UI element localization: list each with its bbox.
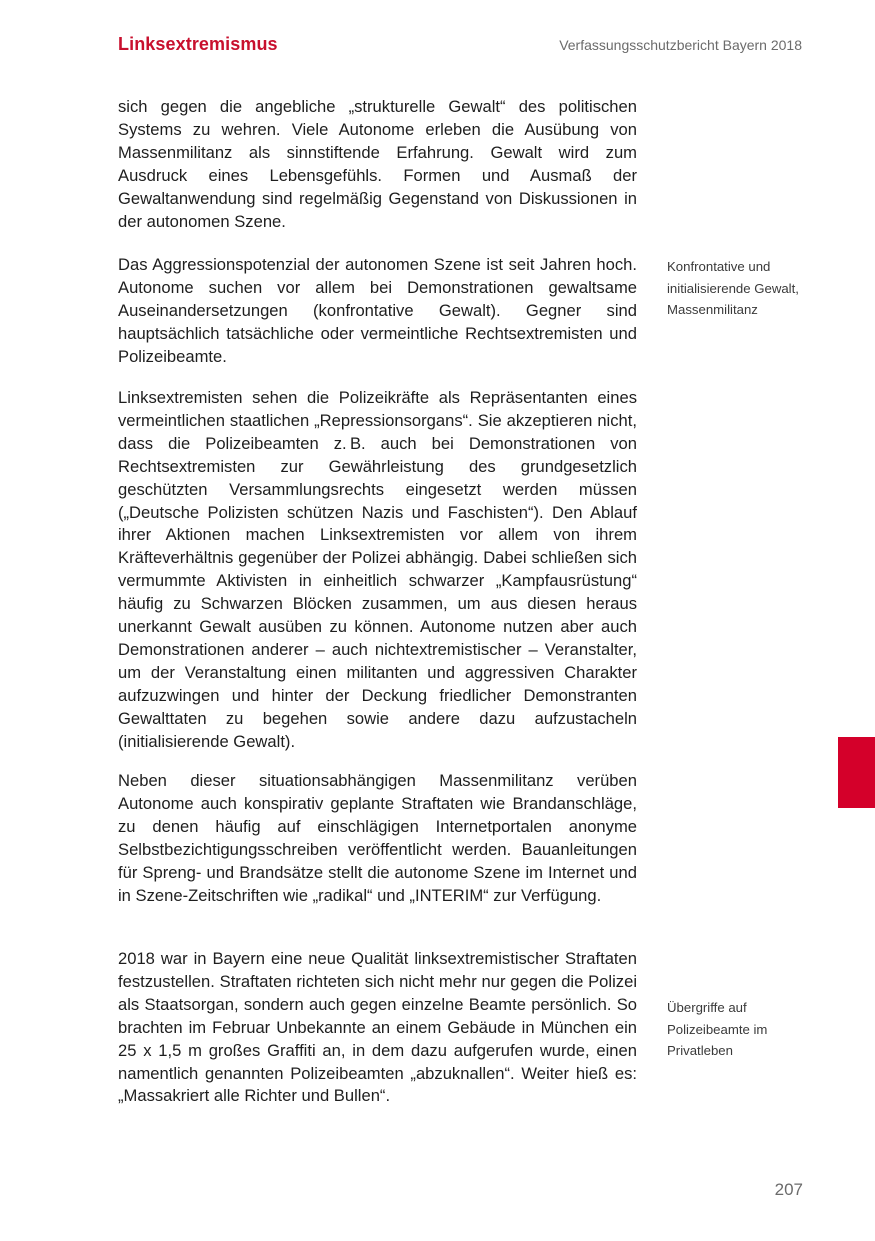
margin-note: Übergriffe auf Polizeibeamte im Privatleben bbox=[667, 1000, 768, 1058]
page-number: 207 bbox=[774, 1180, 803, 1199]
report-title: Verfassungsschutzbericht Bayern 2018 bbox=[559, 37, 802, 53]
body-paragraph: sich gegen die angebliche „strukturelle Gewalt“ des politischen Systems zu wehren. Viele Autonome erleben die Ausübung von Massenmilitanz als sinnstiftende Erfahrung. Gewalt wird zum Ausdruck eines Lebensgefühls. Formen und Ausmaß der Gewaltanwendung sind regelmäßig Gegenstand von Diskussionen in der autonomen Szene. bbox=[118, 97, 637, 231]
margin-note: Konfrontative und initialisierende Gewalt, Massenmilitanz bbox=[667, 259, 799, 317]
body-paragraph: Linksextremisten sehen die Polizeikräfte als Repräsentanten eines vermeintlichen staatlichen „Repressionsorgans“. Sie akzeptieren nicht, dass die Polizeibeamten z. B. auch bei Demonstrationen von Rechtsextremisten zur Gewährleistung des grundgesetzlich geschützten Versammlungsrechts eingesetzt werden müssen („Deutsche Polizisten schützen Nazis und Faschisten“). Den Ablauf ihrer Aktionen machen Linksextremisten vor allem von ihrem Kräfteverhältnis gegenüber der Polizei abhängig. Dabei schließen sich vermummte Aktivisten in einheitlich schwarzer „Kampfausrüstung“ häufig zu Schwarzen Blöcken zusammen, um aus diesen heraus unerkannt Gewalt ausüben zu können. Autonome nutzen aber auch Demonstrationen anderer – auch nichtextremistischer – Veranstalter, um der Veranstaltung einen militanten und aggressiven Charakter aufzuzwingen und hinter der Deckung friedlicher Demonstranten Gewalttaten zu begehen sowie andere dazu aufzustacheln (initialisierende Gewalt). bbox=[118, 388, 637, 751]
chapter-tab-marker bbox=[838, 737, 875, 808]
chapter-title: Linksextremismus bbox=[118, 34, 278, 54]
body-paragraph: Das Aggressionspotenzial der autonomen Szene ist seit Jahren hoch. Autonome suchen vor allem bei Demonstrationen gewaltsame Auseinandersetzungen (konfrontative Gewalt). Gegner sind hauptsächlich tatsächliche oder vermeintliche Rechtsextremisten und Polizeibeamte. bbox=[118, 255, 637, 366]
body-paragraph: 2018 war in Bayern eine neue Qualität linksextremistischer Straftaten festzustellen. Straftaten richteten sich nicht mehr nur gegen die Polizei als Staatsorgan, sondern auch gegen einzelne Beamte persönlich. So brachten im Februar Unbekannte an einem Gebäude in München ein 25 x 1,5 m großes Graffiti an, in dem dazu aufgerufen wurde, einen namentlich genannten Polizeibeamten „abzuknallen“. Weiter hieß es: „Massakriert alle Richter und Bullen“. bbox=[118, 949, 637, 1106]
body-paragraph: Neben dieser situationsabhängigen Massenmilitanz verüben Autonome auch konspirativ geplante Straftaten wie Brandanschläge, zu denen häufig auf einschlägigen Internetportalen anonyme Selbstbezichtigungsschreiben veröffentlicht werden. Bauanleitungen für Spreng- und Brandsätze stellt die autonome Szene im Internet und in Szene-Zeitschriften wie „radikal“ und „INTERIM“ zur Verfügung. bbox=[118, 771, 637, 905]
